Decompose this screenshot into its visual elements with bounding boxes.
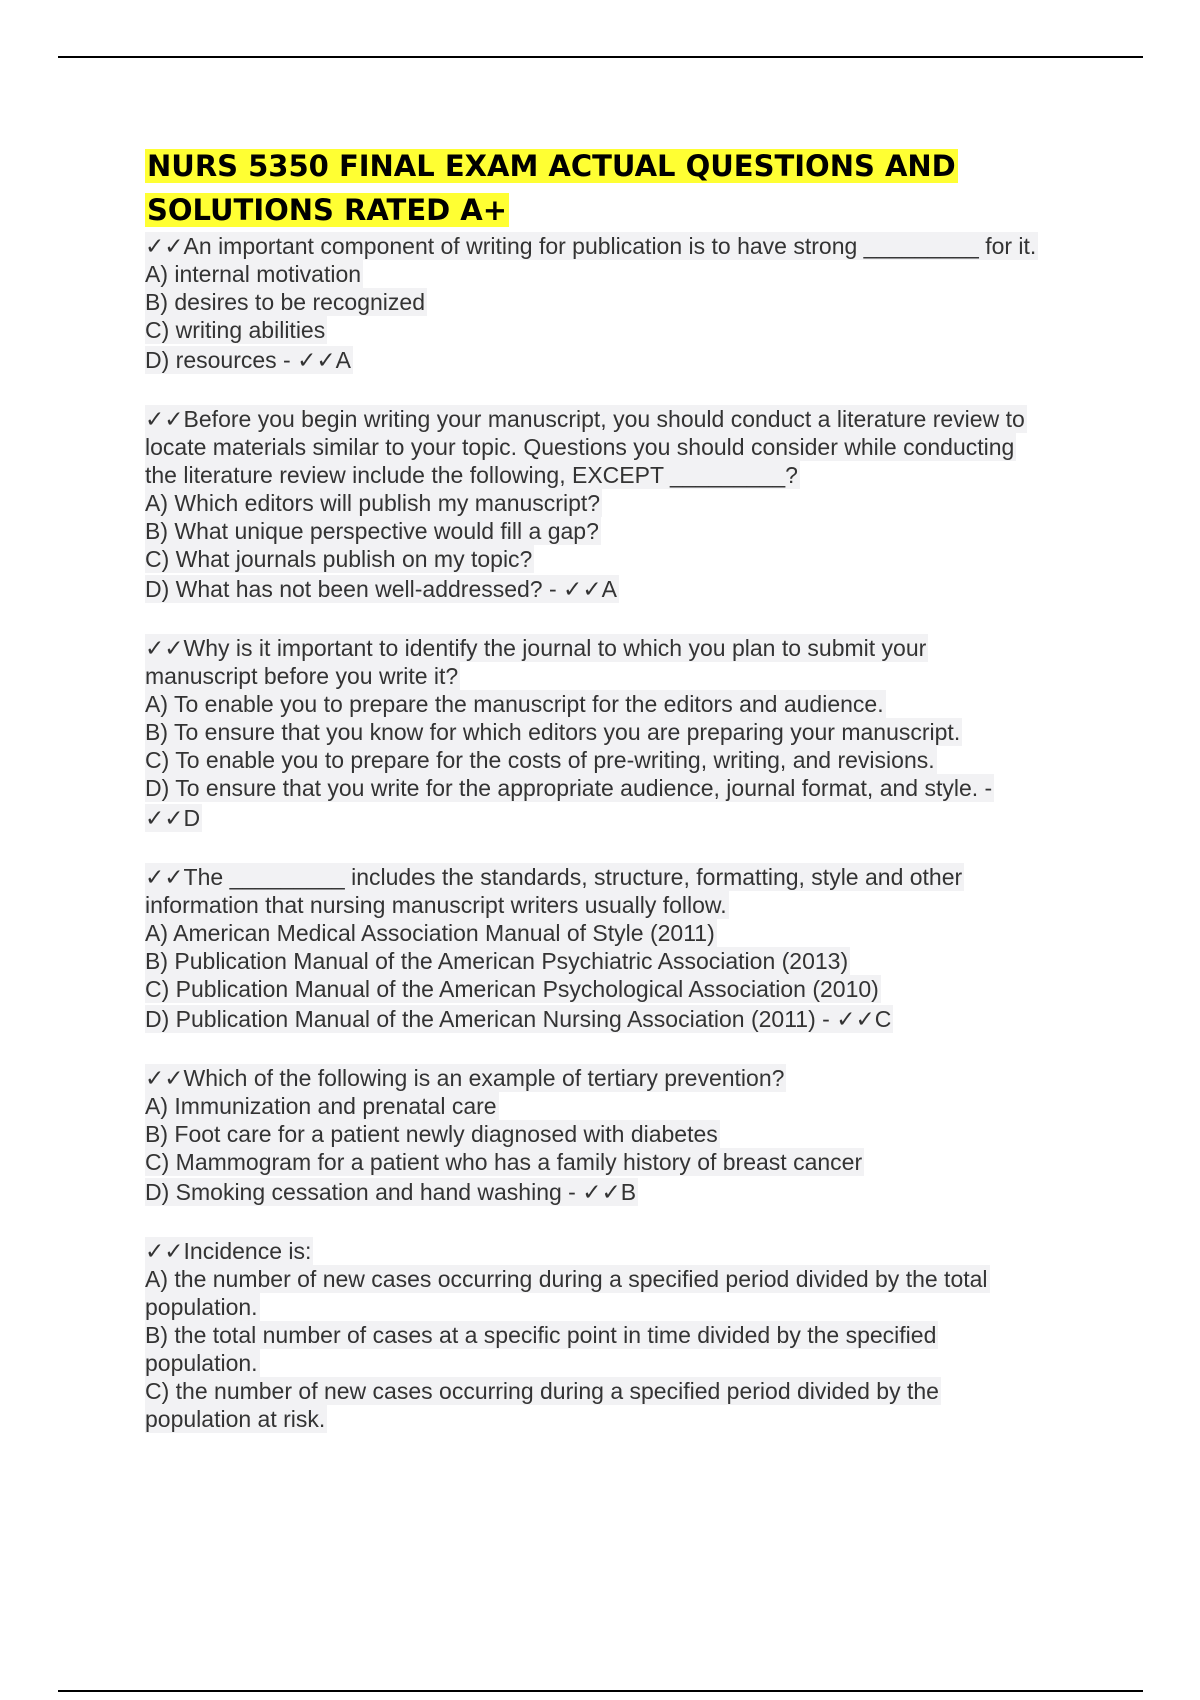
question-line: B) the total number of cases at a specific point in time divided by the specified [145, 1322, 937, 1348]
question-line: D) What has not been well-addressed? - ✓✓A [145, 576, 617, 602]
question-line: A) internal motivation [145, 261, 362, 287]
question-line: D) Smoking cessation and hand washing - ✓✓B [145, 1179, 637, 1205]
question-line: B) Foot care for a patient newly diagnosed with diabetes [145, 1121, 718, 1147]
question-line: A) Immunization and prenatal care [145, 1093, 497, 1119]
question-block [145, 232, 1085, 374]
question-line: B) Publication Manual of the American Psychiatric Association (2013) [145, 948, 849, 974]
question-text: ✓✓An important component of writing for publication is to have strong _________ for it. [145, 233, 1037, 259]
question-line: B) What unique perspective would fill a gap? [145, 518, 599, 544]
question-block [145, 1064, 1085, 1206]
question-text: ✓✓Why is it important to identify the journal to which you plan to submit your [145, 635, 927, 661]
top-rule [58, 56, 1143, 58]
question-text: ✓✓Before you begin writing your manuscript, you should conduct a literature review to [145, 406, 1025, 432]
question-line: A) the number of new cases occurring during a specified period divided by the total [145, 1266, 988, 1292]
question-line: C) Publication Manual of the American Psychological Association (2010) [145, 976, 879, 1002]
question-line: information that nursing manuscript writers usually follow. [145, 892, 727, 918]
question-text: ✓✓The _________ includes the standards, structure, formatting, style and other [145, 864, 963, 890]
question-line: C) To enable you to prepare for the costs of pre-writing, writing, and revisions. [145, 747, 935, 773]
question-text: ✓✓Which of the following is an example of tertiary prevention? [145, 1065, 785, 1091]
question-line: population. [145, 1294, 258, 1320]
question-line: C) the number of new cases occurring during a specified period divided by the [145, 1378, 939, 1404]
question-line: D) resources - ✓✓A [145, 347, 351, 373]
question-block [145, 634, 1085, 832]
question-block [145, 1237, 1085, 1433]
document-body [145, 144, 1085, 1464]
question-line: population. [145, 1350, 258, 1376]
question-block [145, 863, 1085, 1033]
question-line: B) To ensure that you know for which editors you are preparing your manuscript. [145, 719, 961, 745]
question-line: A) To enable you to prepare the manuscript for the editors and audience. [145, 691, 884, 717]
question-line: A) American Medical Association Manual of Style (2011) [145, 920, 715, 946]
question-line: C) What journals publish on my topic? [145, 546, 533, 572]
question-text: ✓✓Incidence is: [145, 1238, 312, 1264]
question-line: manuscript before you write it? [145, 663, 459, 689]
title-line-1: NURS 5350 FINAL EXAM ACTUAL QUESTIONS AND [147, 149, 956, 183]
page-title [145, 144, 1085, 232]
question-line: the literature review include the following, EXCEPT _________? [145, 462, 798, 488]
question-line: A) Which editors will publish my manuscript? [145, 490, 601, 516]
question-block [145, 405, 1085, 603]
question-line: ✓✓D [145, 805, 201, 831]
question-line: C) Mammogram for a patient who has a family history of breast cancer [145, 1149, 863, 1175]
bottom-rule [58, 1690, 1143, 1692]
question-line: D) Publication Manual of the American Nursing Association (2011) - ✓✓C [145, 1006, 892, 1032]
question-line: population at risk. [145, 1406, 326, 1432]
question-line: C) writing abilities [145, 317, 326, 343]
question-line: D) To ensure that you write for the appropriate audience, journal format, and style. - [145, 775, 993, 801]
title-line-2: SOLUTIONS RATED A+ [147, 193, 508, 227]
question-line: B) desires to be recognized [145, 289, 425, 315]
question-list [145, 232, 1085, 1433]
question-line: locate materials similar to your topic. Questions you should consider while conducting [145, 434, 1015, 460]
